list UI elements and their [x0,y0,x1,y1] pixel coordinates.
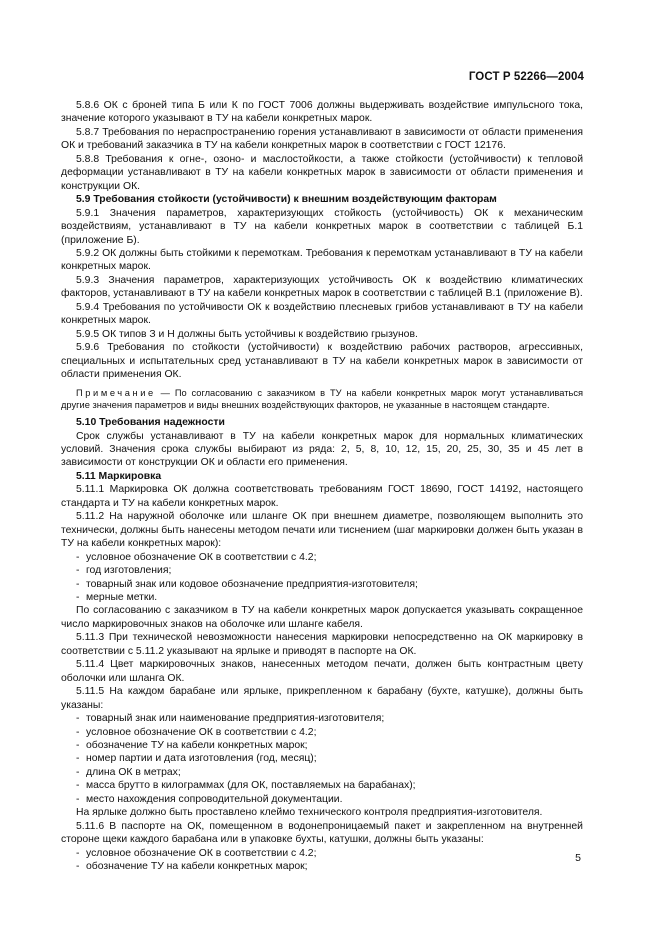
list-dash: - [76,793,80,805]
paragraph: 5.11.3 При технической невозможности нанесения маркировки непосредственно на ОК маркировку в соответствии с 5.11.2 указывают на ярлыке и приводят в паспорте на ОК. [61,632,583,657]
list-dash: - [76,551,80,563]
list-item-text: место нахождения сопроводительной документации. [86,793,343,805]
list-item [61,860,583,873]
document-body [61,99,583,874]
paragraph: 5.8.8 Требования к огне-, озоно- и маслостойкости, а также стойкости (устойчивости) к тепловой деформации устанавливают в ТУ на кабели конкретных марок в зависимости от области применения и конструкции ОК. [61,153,583,192]
section-heading: 5.9 Требования стойкости (устойчивости) к внешним воздействующим факторам [76,194,497,206]
list-item-text: мерные метки. [86,592,158,603]
list-item [61,726,583,739]
list-dash: - [76,739,80,751]
paragraph: 5.9.2 ОК должны быть стойкими к перемоткам. Требования к перемоткам устанавливают в ТУ на кабели конкретных марок. [61,247,583,273]
list-item-text: номер партии и дата изготовления (год, месяц); [86,753,317,765]
list-item-text: обозначение ТУ на кабели конкретных марок; [86,861,308,873]
document-header: ГОСТ Р 52266—2004 [468,71,584,83]
paragraph: 5.11.1 Маркировка ОК должна соответствовать требованиям ГОСТ 18690, ГОСТ 14192, настоящего стандарта и ТУ на кабели конкретных марок. [61,484,583,509]
paragraph: По согласованию с заказчиком в ТУ на кабели конкретных марок допускается указывать сокращенное число маркировочных знаков на оболочке или шланге кабеля. [61,605,583,630]
list-item [61,739,583,752]
list-item [61,578,583,591]
note-label: Примечание [76,387,156,398]
list-item [61,591,583,604]
paragraph: 5.11.2 На наружной оболочке или шланге ОК при внешнем диаметре, позволяющем выполнить это технически, должны быть нанесены методом печати или тиснением (шаг маркировки должен быть указан в ТУ на кабели конкретных марок): [61,511,583,550]
paragraph: 5.9.1 Значения параметров, характеризующих стойкость (устойчивость) ОК к механическим воздействиям, устанавливают в ТУ на кабели конкретных марок в соответствии с таблицей Б.1 (приложение Б). [61,207,583,246]
list-dash: - [76,753,80,765]
list-dash: - [76,592,80,603]
note [61,387,583,413]
list-item [61,766,583,779]
paragraph: 5.9.5 ОК типов З и Н должны быть устойчивы к воздействию грызунов. [76,328,418,340]
list-item [61,712,583,725]
list-dash: - [76,713,80,725]
list-item-text: год изготовления; [86,565,172,577]
list-dash: - [76,861,80,873]
note-text: — По согласованию с заказчиком в ТУ на кабели конкретных марок могут устанавливаться другие значения параметров и виды внешних воздействующих факторов, не указанные в настоящем стандарте. [61,387,583,411]
list-item-text: условное обозначение ОК в соответствии с 4.2; [86,726,317,738]
list-item [61,564,583,577]
list-item-text: условное обозначение ОК в соответствии с 4.2; [86,551,317,563]
paragraph: Срок службы устанавливают в ТУ на кабели конкретных марок для нормальных климатических условий. Значения срока службы выбирают из ряда: 2, 5, 8, 10, 12, 15, 20, 25, 30, 35 и 45 лет в зависимости от конструкции ОК и области его применения. [61,430,583,469]
list-dash: - [76,766,80,778]
paragraph: 5.11.4 Цвет маркировочных знаков, нанесенных методом печати, должен быть контрастным цвету оболочки или шланга ОК. [61,659,583,684]
list-item-text: обозначение ТУ на кабели конкретных марок; [86,739,308,751]
paragraph: 5.8.6 ОК с броней типа Б или К по ГОСТ 7006 должны выдерживать воздействие импульсного тока, значение которого указывают в ТУ на кабели конкретных марок. [61,100,583,125]
section-heading: 5.10 Требования надежности [76,417,225,429]
list-item [61,752,583,765]
list-item-text: условное обозначение ОК в соответствии с 4.2; [86,847,317,859]
list-item-text: товарный знак или наименование предприятия-изготовителя; [86,713,385,725]
list-item-text: масса брутто в килограммах (для ОК, поставляемых на барабанах); [86,780,416,792]
list-item-text: длина ОК в метрах; [86,766,181,778]
paragraph: На ярлыке должно быть проставлено клеймо технического контроля предприятия-изготовителя. [76,807,543,819]
list-item [61,551,583,564]
list-dash: - [76,578,80,590]
page-number: 5 [575,852,581,864]
list-dash: - [76,780,80,792]
section-heading: 5.11 Маркировка [76,470,162,482]
list-item-text: товарный знак или кодовое обозначение предприятия-изготовителя; [86,578,418,590]
paragraph: 5.9.6 Требования по стойкости (устойчивости) к воздействию рабочих растворов, агрессивных, специальных и испытательных сред устанавливают в ТУ на кабели конкретных марок в зависимости от области применения ОК. [61,342,583,381]
paragraph: 5.9.4 Требования по устойчивости ОК к воздействию плесневых грибов устанавливают в ТУ на кабели конкретных марок. [61,301,583,327]
list-item [61,847,583,860]
paragraph: 5.11.6 В паспорте на ОК, помещенном в водонепроницаемый пакет и закрепленном на внутренней стороне щеки каждого барабана или в упаковке бухты, катушки, должны быть указаны: [61,820,583,846]
list-item [61,779,583,792]
paragraph: 5.9.3 Значения параметров, характеризующих устойчивость ОК к воздействию климатических факторов, устанавливают в ТУ на кабели конкретных марок в соответствии с таблицей В.1 (приложение В). [61,274,583,300]
list-item [61,793,583,806]
list-dash: - [76,726,80,738]
list-dash: - [76,565,80,577]
paragraph: 5.11.5 На каждом барабане или ярлыке, прикрепленном к барабану (бухте, катушке), должны быть указаны: [61,686,583,711]
list-dash: - [76,847,80,859]
paragraph: 5.8.7 Требования по нераспространению горения устанавливают в зависимости от области применения ОК и требований заказчика в ТУ на кабели конкретных марок в соответствии с ГОСТ 12176. [61,126,583,152]
